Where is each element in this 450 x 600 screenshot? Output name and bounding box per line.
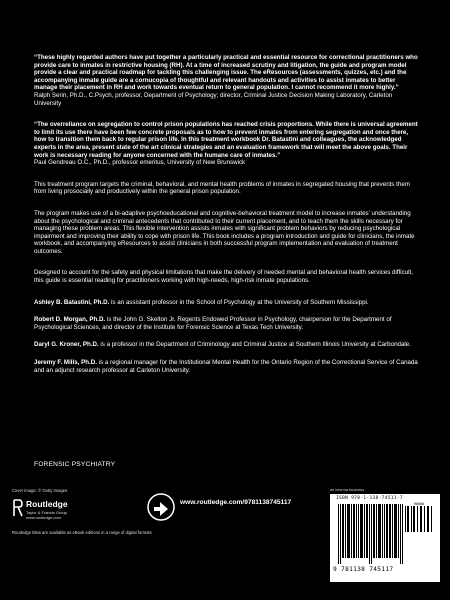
endorsement-quote-2: “The overreliance on segregation to control prison populations has reached crisis proportions. While there is universal agreement to limit its use there have been few concrete proposals as to how to prevent inmates from entering segregation and once there, how to transition them back to regular prison life. In this treatment workbook Dr. Batastini and colleagues, the acknowledged experts in the area, present state of the art clinical strategies and an evaluation framework that will meet the above goals. Their work is necessary reading for anyone concerned with the humane care of inmates.”: [34, 121, 418, 159]
publisher-subtitle: [26, 510, 67, 520]
author-name: Ashley B. Batastini, Ph.D.: [34, 298, 110, 306]
publisher-group: Taylor & Francis Group: [26, 510, 67, 515]
author-bio-1: [34, 299, 418, 307]
addon-barcode-icon: [404, 502, 434, 532]
author-bio-text: is a regional manager for the Institutional Mental Health for the Ontario Region of the Correctional Service of Canada and an adjunct research professor at Carleton University.: [34, 359, 418, 374]
author-bio-text: is the John G. Skelton Jr. Regents Endowed Professor in Psychology, chairperson for the Department of Psychological Sciences, and director of the Institute for Forensic Science at Texas Tech University.: [34, 316, 392, 331]
ebook-note: Routledge titles are available as eBook editions in a range of digital formats: [12, 530, 152, 535]
isbn-addon: 90000: [413, 502, 425, 507]
author-bio-3: [34, 341, 418, 349]
endorsement-attribution-2: Paul Gendreau O.C., Ph.D., professor emeritus, University of New Brunswick: [34, 159, 246, 167]
description-paragraph-1: This treatment program targets the criminal, behavioral, and mental health problems of inmates in segregated housing that prevents them from living prosocially and productively within the general prison population.: [34, 180, 410, 196]
publisher-name: Routledge: [26, 499, 68, 509]
book-url[interactable]: www.routledge.com/9781138745117: [180, 499, 292, 506]
publisher-web: www.routledge.com: [26, 515, 61, 520]
description-paragraph-2: The program makes use of a bi-adaptive psychoeducational and cognitive-behavioral treatment model to increase inmates’ understanding about the psychological and criminal antecedents that contributed to their current placement, and to teach them the skills necessary for managing these problem areas. This flexible intervention assists inmates with significant problem behaviors by reducing psychological impairment and improving their ability to cope with prison life. This book includes a program introduction and guide for clinicians, the inmate workbook, and accompanying eResources to assist clinicians in both successful program implementation and evaluation of treatment outcomes.: [34, 209, 415, 255]
eresources-badge-icon: [146, 492, 180, 522]
endorsement-attribution-1: Ralph Serin, Ph.D., C.Psych, professor, Department of Psychology; director, Criminal Justice Decision Making Laboratory, Carleton University: [34, 91, 393, 107]
author-name: Jeremy F. Mills, Ph.D.: [34, 359, 97, 367]
back-cover-text: [34, 54, 418, 384]
author-name: Daryl G. Kroner, Ph.D.: [34, 341, 99, 349]
subject-category: FORENSIC PSYCHIATRY: [34, 461, 116, 468]
isbn-number: 9 781138 745117: [333, 566, 394, 573]
informa-imprint: an informa business: [330, 488, 364, 492]
publisher-logo: [12, 498, 112, 520]
description-paragraph-3: Designed to account for the safety and physical limitations that make the delivery of needed mental and behavioral health services difficult, this guide is essential reading for practitioners working with high-needs, high-risk inmate populations.: [34, 269, 413, 285]
endorsement-quote-1: “These highly regarded authors have put together a particularly practical and essential resource for correctional practitioners who provide care to inmates in restrictive housing (RH). At a time of increased scrutiny and litigation, the guide and program model provide a clear and practical roadmap for tackling this challenging issue. The eResources (assessments, quizzes, etc.) and the accompanying inmate guide are a cornucopia of thoughtful and relevant handouts and activities to assist inmates to better manage their placement in RH and work towards eventual return to general population. I cannot recommend it more highly.”: [34, 54, 418, 92]
author-name: Robert D. Morgan, Ph.D.: [34, 316, 106, 324]
author-bio-2: [34, 316, 418, 331]
author-bio-text: is an assistant professor in the School of Psychology at the University of Southern Mississippi.: [109, 298, 369, 306]
author-bio-text: is a professor in the Department of Criminology and Criminal Justice at Southern Illinois University at Carbondale.: [98, 341, 411, 349]
routledge-logo-icon: [12, 499, 24, 517]
cover-image-credit: Cover image: © Getty Images: [12, 488, 68, 493]
back-cover-footer: [12, 488, 442, 598]
isbn-label: ISBN 978-1-138-74511-7: [336, 496, 403, 501]
author-bio-4: [34, 359, 418, 374]
isbn-barcode: [330, 494, 440, 582]
